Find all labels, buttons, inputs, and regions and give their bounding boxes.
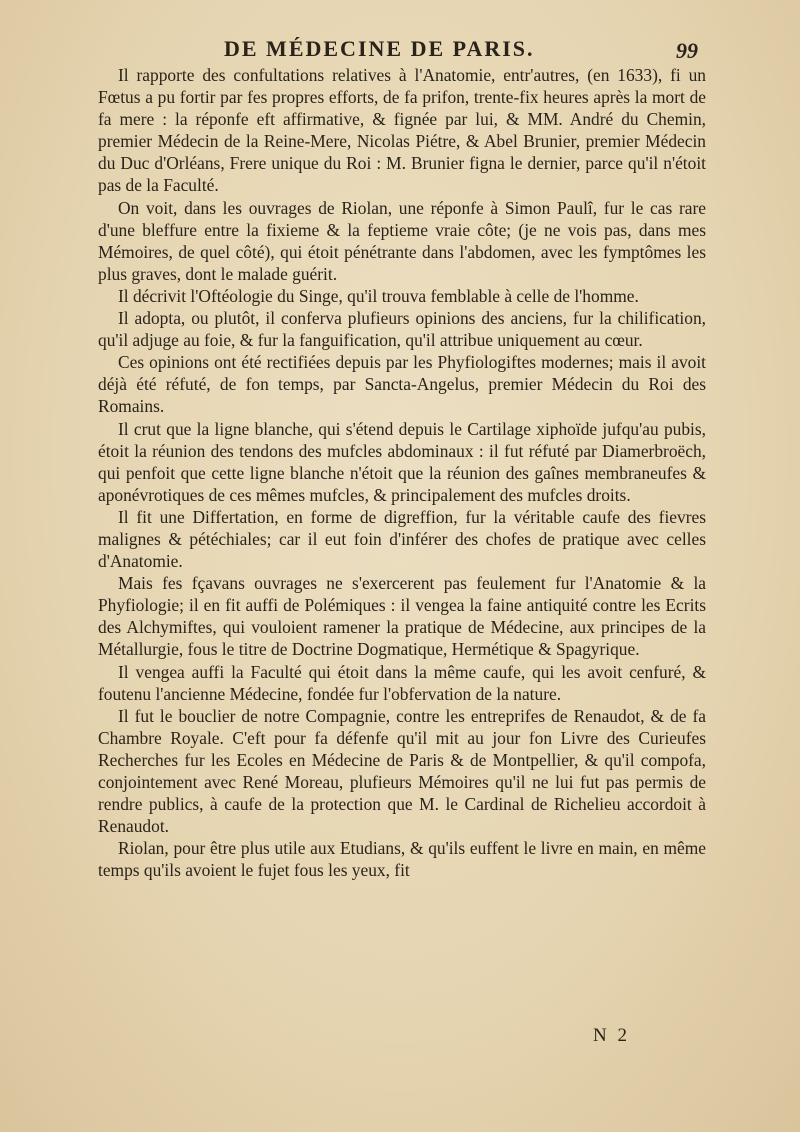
paragraph: Riolan, pour être plus utile aux Etudians, & qu'ils euffent le livre en main, en même temps qu'ils avoient le fujet fous les yeux, fit xyxy=(98,838,706,881)
page-header xyxy=(0,36,800,66)
paragraph: Il fit une Differtation, en forme de digreffion, fur la véritable caufe des fievres malignes & pétéchiales; car il eut foin d'inférer des chofes de pratique avec celles d'Anatomie. xyxy=(98,506,706,572)
paragraph: Il vengea auffi la Faculté qui étoit dans la même caufe, qui les avoit cenfuré, & foutenu l'ancienne Médecine, fondée fur l'obfervation de la nature. xyxy=(98,661,706,704)
paragraph: Il décrivit l'Oftéologie du Singe, qu'il trouva femblable à celle de l'homme. xyxy=(118,285,639,306)
body-text xyxy=(98,64,706,881)
paragraph: Il fut le bouclier de notre Compagnie, contre les entreprifes de Renaudot, & de fa Chambre Royale. C'eft pour fa défenfe qu'il mit au jour fon Livre des Curieufes Recherches fur les Ecoles en Médecine de Paris & de Montpellier, & qu'il compofa, conjointement avec René Moreau, plufieurs Mémoires qu'il ne lui fut pas permis de rendre publics, à caufe de la protection que M. le Cardinal de Richelieu accordoit à Renaudot. xyxy=(98,705,706,837)
paragraph: Ces opinions ont été rectifiées depuis par les Phyfiologiftes modernes; mais il avoit déjà été réfuté, de fon temps, par Sancta-Angelus, premier Médecin du Roi des Romains. xyxy=(98,352,706,417)
paragraph: Il rapporte des confultations relatives à l'Anatomie, entr'autres, (en 1633), fi un Fœtus a pu fortir par fes propres efforts, de fa prifon, trente-fix heures après la mort de fa mere : la réponfe eft affirmative, & fignée par lui, & MM. André du Chemin, premier Médecin de la Reine-Mere, Nicolas Piétre, & Abel Brunier, premier Médecin du Duc d'Orléans, Frere unique du Roi : M. Brunier figna le dernier, parce qu'il n'étoit pas de la Faculté. xyxy=(98,65,706,196)
paragraph: Mais fes fçavans ouvrages ne s'exercerent pas feulement fur l'Anatomie & la Phyfiologie; il en fit auffi de Polémiques : il vengea la faine antiquité contre les Ecrits des Alchymiftes, qui vouloient ramener la pratique de Médecine, aux principes de la Métallurgie, fous le titre de Doctrine Dogmatique, Hermétique & Spagyrique. xyxy=(98,573,706,660)
paragraph: On voit, dans les ouvrages de Riolan, une réponfe à Simon Paulî, fur le cas rare d'une bleffure entre la fixieme & la feptieme vraie côte; (je ne vois pas, dans mes Mémoires, de quel côté), qui étoit pénétrante dans l'abdomen, avec les fymptômes les plus graves, dont le malade guérit. xyxy=(98,197,706,284)
running-title: DE MÉDECINE DE PARIS. xyxy=(224,36,535,61)
paragraph: Il crut que la ligne blanche, qui s'étend depuis le Cartilage xiphoïde jufqu'au pubis, étoit la réunion des tendons des mufcles abdominaux : il fut réfuté par Diamerbroëch, qui penfoit que cette ligne blanche n'étoit que la réunion des gaînes membraneufes & aponévrotiques de ces mêmes mufcles, & principalement des mufcles droits. xyxy=(98,418,706,505)
signature-mark: N 2 xyxy=(593,1025,630,1046)
page-number: 99 xyxy=(676,38,698,63)
paragraph: Il adopta, ou plutôt, il conferva plufieurs opinions des anciens, fur la chilification, qu'il adjuge au foie, & fur la fanguification, qu'il attribue uniquement au cœur. xyxy=(98,308,706,351)
